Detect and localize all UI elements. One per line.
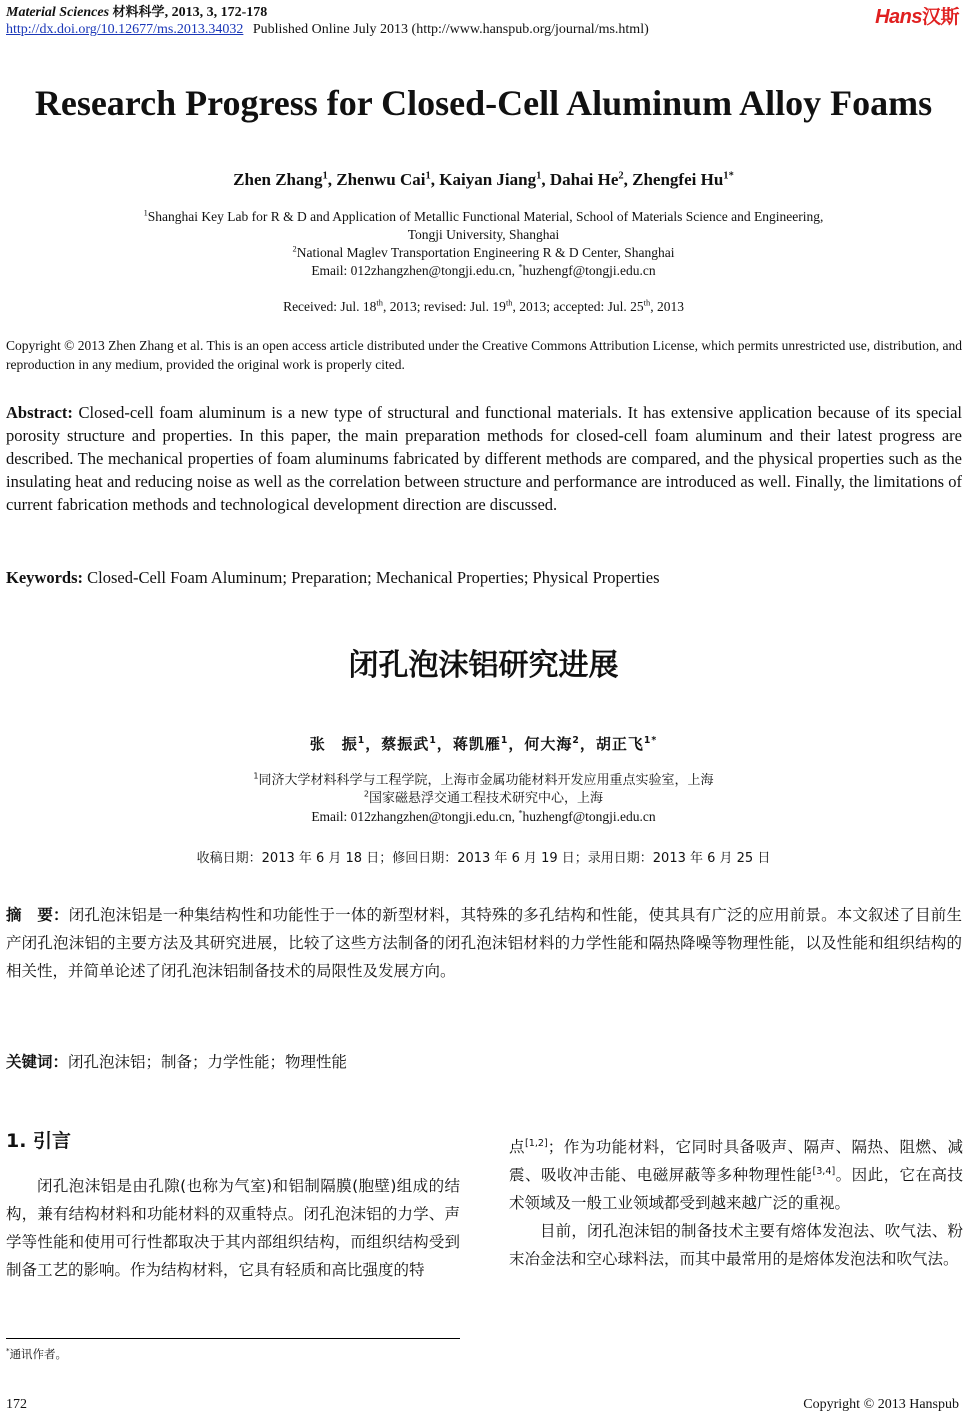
email-second: huzhengf@tongji.edu.cn <box>522 263 656 278</box>
page-number: 172 <box>6 1397 27 1412</box>
footnote-divider <box>6 1338 460 1339</box>
text-run: 。因此，它在高技术领域及一般工业领域都受到越来越广泛的重视。 <box>509 1166 963 1212</box>
author-aff: 2 <box>618 170 624 182</box>
aff-mark: 1 <box>253 771 259 781</box>
abstract-en <box>6 401 962 516</box>
authors-cn <box>0 733 967 754</box>
received-dates-en <box>0 298 967 316</box>
email-star: * <box>518 262 523 272</box>
abstract-text-cn: 闭孔泡沫铝是一种集结构性和功能性于一体的新型材料，其特殊的多孔结构和性能，使其具有广泛的应用前景。本文叙述了目前生产闭孔泡沫铝的主要方法及其研究进展，比较了这些方法制备的闭孔泡沫铝材料的力学性能和隔热降噪等物理性能，以及性能和组织结构的相关性，并简单论述了闭孔泡沫铝制备技术的局限性及发展方向。 <box>6 906 962 980</box>
separator: ， <box>579 735 596 753</box>
journal-header <box>6 4 649 38</box>
author-cn: 胡正飞 <box>595 735 644 753</box>
author-aff: 1 <box>429 735 437 746</box>
copyright-notice: Copyright © 2013 Zhen Zhang et al. This is an open access article distributed under the Creative Commons Attribution License, which permits unrestricted use, distribution, and reproduction in any medium, provided the original work is properly cited. <box>6 338 962 372</box>
text-run: ；作为功能材料，它同时具备吸声、隔声、隔热、阻燃、减震、吸收冲击能、电磁屏蔽等多种物理性能 <box>509 1138 963 1184</box>
keywords-cn <box>6 1048 962 1076</box>
citation: [3,4] <box>812 1165 836 1177</box>
separator: ， <box>508 735 525 753</box>
separator: ， <box>436 735 453 753</box>
abstract-cn <box>6 901 962 985</box>
author-cn: 何大海 <box>524 735 573 753</box>
author: Kaiyan Jiang <box>439 170 537 189</box>
affiliation-2 <box>0 244 967 262</box>
footnote <box>6 1346 67 1362</box>
journal-line <box>6 4 649 21</box>
received-dates-cn: 收稿日期：2013 年 6 月 18 日；修回日期：2013 年 6 月 19 日；录用日期：2013 年 6 月 25 日 <box>196 851 771 866</box>
author-cn: 蔡振武 <box>381 735 430 753</box>
keywords-text: Closed-Cell Foam Aluminum; Preparation; Mechanical Properties; Physical Properties <box>83 568 660 587</box>
email-line <box>0 262 967 280</box>
affiliations-en <box>0 208 967 280</box>
affiliations-cn <box>0 772 967 826</box>
author-aff: 2 <box>572 735 580 746</box>
body-column-left <box>6 1172 460 1284</box>
author-aff: 1 <box>425 170 431 182</box>
journal-volume: , 2013, 3, 172-178 <box>164 5 268 20</box>
aff-mark: 2 <box>292 244 297 254</box>
affiliation-cn-1 <box>0 772 967 790</box>
paper-title-en: Research Progress for Closed-Cell Aluminum Alloy Foams <box>34 83 933 123</box>
section-heading: 1. 引言 <box>6 1130 72 1152</box>
author-aff: 1 <box>536 170 542 182</box>
author: Dahai He <box>549 170 619 189</box>
logo-latin: Hans <box>875 6 922 28</box>
citation: [1,2] <box>525 1137 548 1149</box>
author-cn: 蒋凯雁 <box>452 735 501 753</box>
author-aff: 1 <box>322 170 328 182</box>
footer-copyright: Copyright © 2013 Hanspub <box>803 1397 959 1412</box>
affiliation-1 <box>0 208 967 226</box>
published-online: Published Online July 2013 (http://www.hanspub.org/journal/ms.html) <box>252 22 649 37</box>
author-cn: 张 振 <box>309 735 358 753</box>
paper-title-cn: 闭孔泡沫铝研究进展 <box>348 648 619 683</box>
separator: ， <box>365 735 382 753</box>
aff-text: National Maglev Transportation Engineering R & D Center, Shanghai <box>296 245 675 260</box>
aff-mark: 2 <box>363 789 370 799</box>
keywords-label: Keywords: <box>6 568 83 587</box>
year-text: , 2013 <box>650 299 684 314</box>
doi-link[interactable]: http://dx.doi.org/10.12677/ms.2013.34032 <box>6 22 244 37</box>
affiliation-1-cont: Tongji University, Shanghai <box>407 227 560 242</box>
footnote-star: * <box>6 1346 10 1356</box>
aff-text: 同济大学材料科学与工程学院，上海市金属功能材料开发应用重点实验室，上海 <box>258 773 714 788</box>
paragraph: 目前，闭孔泡沫铝的制备技术主要有熔体发泡法、吹气法、粉末冶金法和空心球料法，而其中最常用的是熔体发泡法和吹气法。 <box>509 1222 963 1268</box>
footnote-text: 通讯作者。 <box>9 1347 68 1361</box>
author-aff: 1* <box>723 170 734 182</box>
keywords-en <box>6 566 962 589</box>
email-star: * <box>518 808 523 818</box>
revised-text: , 2013; revised: Jul. 19 <box>382 299 506 314</box>
author: Zhengfei Hu <box>632 170 724 189</box>
keywords-text-cn: 闭孔泡沫铝；制备；力学性能；物理性能 <box>68 1053 348 1071</box>
paragraph <box>509 1133 963 1217</box>
ordinal: th <box>643 298 651 308</box>
logo-cn: 汉斯 <box>921 6 959 28</box>
ordinal: th <box>505 298 513 308</box>
journal-name-cn: 材料科学 <box>112 5 165 20</box>
author-aff: 1 <box>500 735 509 746</box>
author-aff: 1* <box>643 735 658 746</box>
affiliation-cn-2 <box>0 790 967 808</box>
ordinal: th <box>376 298 383 308</box>
email-prefix: Email: 012zhangzhen@tongji.edu.cn, <box>311 809 519 824</box>
received-text: Received: Jul. 18 <box>283 299 377 314</box>
abstract-text: Closed-cell foam aluminum is a new type of structural and functional materials. It has extensive application because of its special porosity structure and properties. In this paper, the main preparation methods for closed-cell foam aluminum and their latest progress are described. The mechanical properties of foam aluminums fabricated by different methods are compared, and the physical properties such as the insulating heat and reducing noise as well as the correlation between structure and performance are introduced as well. Finally, the limitations of current fabrication methods and technological development direction are discussed. <box>6 403 962 514</box>
abstract-label-cn: 摘 要： <box>6 906 69 924</box>
abstract-label: Abstract: <box>6 403 73 422</box>
keywords-label-cn: 关键词： <box>6 1053 69 1071</box>
body-column-right <box>509 1133 963 1273</box>
email-second: huzhengf@tongji.edu.cn <box>522 809 656 824</box>
author: Zhenwu Cai <box>336 170 426 189</box>
accepted-text: , 2013; accepted: Jul. 25 <box>512 299 644 314</box>
author-aff: 1 <box>357 735 366 746</box>
paragraph: 闭孔泡沫铝是由孔隙(也称为气室)和铝制隔膜(胞壁)组成的结构，兼有结构材料和功能材料的双重特点。闭孔泡沫铝的力学、声学等性能和使用可行性都取决于其内部组织结构，而组织结构受到制备工艺的影响。作为结构材料，它具有轻质和高比强度的特 <box>6 1177 460 1279</box>
email-line-cn <box>0 808 967 826</box>
aff-mark: 1 <box>143 208 148 218</box>
authors-en: Zhen Zhang$^1$, Zhenwu Cai$^1$, Kaiyan Jiang$^1$, Dahai He$^2$, Zhengfei $Hu^{1*}$ <box>233 170 734 189</box>
doi-line <box>6 21 649 38</box>
aff-text: 国家磁悬浮交通工程技术研究中心，上海 <box>369 791 604 806</box>
email-prefix: Email: 012zhangzhen@tongji.edu.cn, <box>311 263 519 278</box>
journal-name: Material Sciences <box>6 5 110 20</box>
author: Zhen Zhang <box>233 170 323 189</box>
text-run: 点 <box>509 1138 525 1156</box>
hans-logo <box>875 2 959 29</box>
aff-text: Shanghai Key Lab for R & D and Application of Metallic Functional Material, School of Materials Science and Engineering, <box>147 209 824 224</box>
